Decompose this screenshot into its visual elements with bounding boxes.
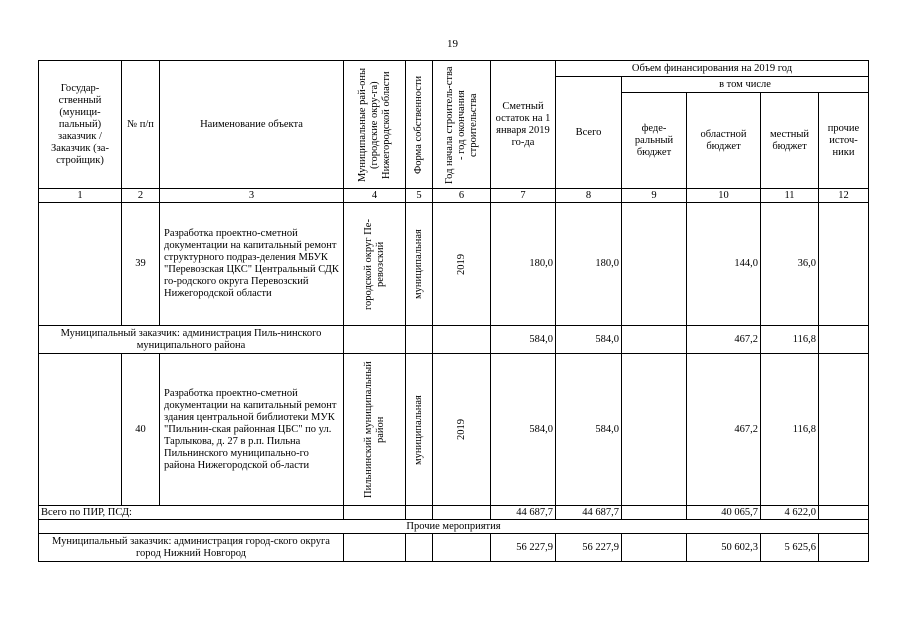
- header-federal: феде-ральный бюджет: [622, 93, 687, 189]
- row-number: 39: [122, 203, 160, 326]
- col-number: 7: [491, 189, 556, 203]
- header-years: Год начала строитель-ства - год окончания строительства: [433, 61, 491, 189]
- col-number: 2: [122, 189, 160, 203]
- table-row: [39, 354, 869, 506]
- total-value: 584,0: [556, 326, 622, 354]
- col-number: 4: [344, 189, 406, 203]
- local-value: 36,0: [761, 203, 819, 326]
- other-value: [819, 203, 869, 326]
- header-total: Всего: [556, 77, 622, 189]
- header-other: прочие источ-ники: [819, 93, 869, 189]
- subtotal-row: [39, 326, 869, 354]
- subtotal-label: Муниципальный заказчик: администрация Пиль-нинского муниципального района: [39, 326, 344, 354]
- col-number: 12: [819, 189, 869, 203]
- federal-value: [622, 354, 687, 506]
- district: Пильнинский муниципальный район: [344, 354, 406, 506]
- col-number: 6: [433, 189, 491, 203]
- col-number: 5: [406, 189, 433, 203]
- col-number: 9: [622, 189, 687, 203]
- regional-value: 40 065,7: [687, 506, 761, 520]
- row-number: 40: [122, 354, 160, 506]
- total-row: [39, 506, 869, 520]
- col-number: 3: [160, 189, 344, 203]
- local-value: 116,8: [761, 354, 819, 506]
- col-number: 1: [39, 189, 122, 203]
- header-district: Муниципальные рай-оны (городские окру-га) Нижегородской области: [344, 61, 406, 189]
- header-funding-group: Объем финансирования на 2019 год: [556, 61, 869, 77]
- header-object-name: Наименование объекта: [160, 61, 344, 189]
- header-ownership: Форма собственности: [406, 61, 433, 189]
- object-name: Разработка проектно-сметной документации на капитальный ремонт здания центральной библиотеки МУК "Пильнин-ская районная ЦБС" по ул. Тарлыкова, д. 27 в р.п. Пильна Пильнинского муниципально-го района Нижегородской об-ласти: [160, 354, 344, 506]
- col-number: 8: [556, 189, 622, 203]
- district: городской округ Пе-ревозский: [344, 203, 406, 326]
- estimate-value: 584,0: [491, 326, 556, 354]
- regional-value: 144,0: [687, 203, 761, 326]
- estimate-value: 180,0: [491, 203, 556, 326]
- col-number: 10: [687, 189, 761, 203]
- year: 2019: [433, 203, 491, 326]
- header-estimate: Сметный остаток на 1 января 2019 го-да: [491, 61, 556, 189]
- financing-table: [38, 60, 869, 562]
- regional-value: 50 602,3: [687, 534, 761, 562]
- regional-value: 467,2: [687, 354, 761, 506]
- ownership: муниципальная: [406, 354, 433, 506]
- total-value: 44 687,7: [556, 506, 622, 520]
- column-numbers-row: [39, 189, 869, 203]
- page-number: 19: [447, 38, 458, 50]
- table-row: [39, 203, 869, 326]
- total-value: 180,0: [556, 203, 622, 326]
- object-name: Разработка проектно-сметной документации на капитальный ремонт структурного подраз-деления МБУК "Перевозская ЦКС" Центральный СДК го-родского округа Перевозский Нижегородской области: [160, 203, 344, 326]
- subtotal-row: [39, 534, 869, 562]
- estimate-value: 44 687,7: [491, 506, 556, 520]
- col-number: 11: [761, 189, 819, 203]
- header-num: № п/п: [122, 61, 160, 189]
- header-including: в том числе: [622, 77, 869, 93]
- other-value: [819, 354, 869, 506]
- local-value: 5 625,6: [761, 534, 819, 562]
- subtotal-label: Муниципальный заказчик: администрация город-ского округа город Нижний Новгород: [39, 534, 344, 562]
- header-local: местный бюджет: [761, 93, 819, 189]
- header-customer: Государ-ственный (муници-пальный) заказчик / Заказчик (за-стройщик): [39, 61, 122, 189]
- year: 2019: [433, 354, 491, 506]
- total-value: 584,0: [556, 354, 622, 506]
- section-row: [39, 520, 869, 534]
- estimate-value: 56 227,9: [491, 534, 556, 562]
- federal-value: [622, 203, 687, 326]
- header-regional: областной бюджет: [687, 93, 761, 189]
- ownership: муниципальная: [406, 203, 433, 326]
- regional-value: 467,2: [687, 326, 761, 354]
- local-value: 116,8: [761, 326, 819, 354]
- estimate-value: 584,0: [491, 354, 556, 506]
- total-value: 56 227,9: [556, 534, 622, 562]
- total-label: Всего по ПИР, ПСД:: [39, 506, 344, 520]
- section-title: Прочие мероприятия: [39, 520, 869, 534]
- local-value: 4 622,0: [761, 506, 819, 520]
